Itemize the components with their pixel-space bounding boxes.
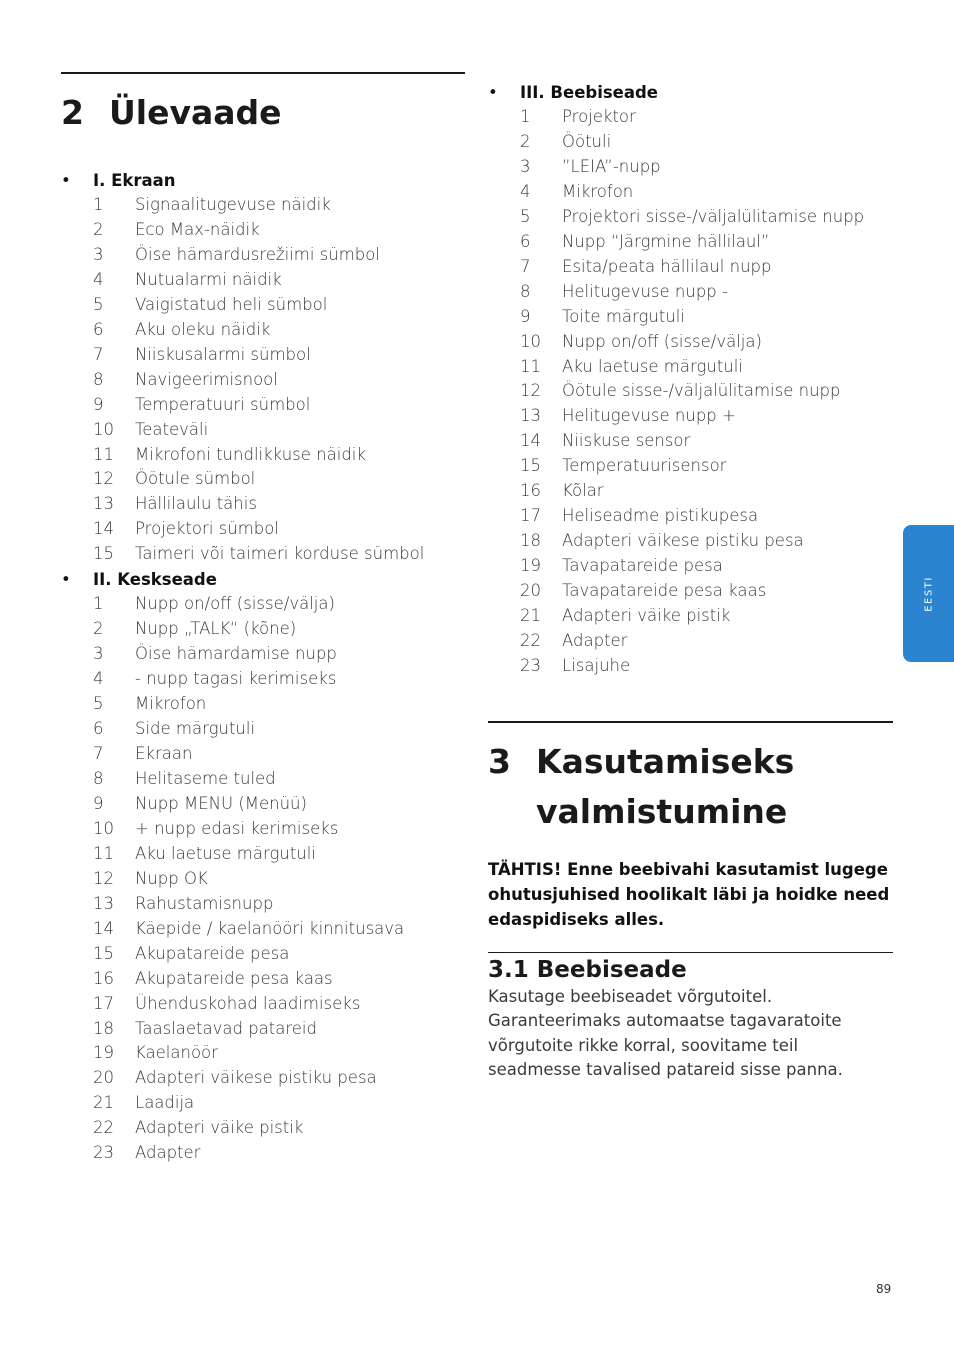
item-text: Öötuli [562,131,612,151]
chapter-2-rule [61,72,465,74]
list-item [488,654,893,679]
item-text: Adapteri väike pistik [135,1118,304,1138]
group-title: II. Keskseade [93,570,217,590]
item-number: 8 [520,281,531,301]
item-text: Niiskuse sensor [562,431,691,451]
list-item [488,479,893,504]
list-item [61,343,465,368]
item-text: Tavapatareide pesa kaas [562,581,767,601]
item-number: 1 [520,107,531,126]
chapter-3-title-line2: valmistumine [536,791,788,831]
list-item [488,579,893,604]
right-column [488,80,893,1083]
item-text: Aku laetuse märgutuli [562,356,743,376]
item-number: 4 [93,269,104,289]
item-number: 15 [93,943,114,963]
item-text: Nutualarmi näidik [135,269,282,289]
list-item [488,305,893,330]
list-item [61,1116,465,1141]
item-number: 5 [93,294,104,314]
item-text: Helitugevuse nupp - [562,281,728,301]
item-number: 7 [520,256,531,276]
list-item [61,293,465,318]
item-number: 5 [93,694,104,714]
group-beebiseade [488,80,893,679]
item-text: Projektori sisse-/väljalülitamise nupp [562,206,865,226]
item-text: Laadija [135,1093,195,1113]
list-item [488,379,893,404]
item-text: Niiskusalarmi sümbol [135,344,311,364]
chapter-3-title-line1: Kasutamiseks [536,741,795,781]
item-number: 11 [93,444,114,464]
item-number: 9 [93,793,104,813]
item-number: 12 [93,868,114,888]
list-item [488,230,893,255]
item-text: Taimeri või taimeri korduse sümbol [135,544,425,564]
item-number: 21 [93,1093,114,1113]
list-item [61,542,465,567]
item-number: 4 [93,669,104,689]
item-text: Navigeerimisnool [135,369,278,389]
section-3-1-body: Kasutage beebiseadet võrgutoitel. Garanteerimaks automaatse tagavaratoite võrgutoite rikke korral, soovitame teil seadmesse tavalised patareid sisse panna. [488,986,843,1080]
list-item [61,368,465,393]
list-item [61,393,465,418]
list-item [61,1017,465,1042]
item-number: 23 [520,655,541,675]
list-item [61,767,465,792]
item-number: 6 [520,231,531,251]
item-text: Öise hämardusrežiimi sümbol [135,244,380,264]
list-item [61,942,465,967]
item-number: 2 [93,219,104,239]
item-number: 9 [520,306,531,326]
item-text: Temperatuuri sümbol [135,394,311,414]
list-item [61,193,465,218]
item-text: Projektor [562,107,636,126]
list-item [61,642,465,667]
list-item [61,917,465,942]
item-number: 4 [520,181,531,201]
item-number: 13 [93,893,114,913]
list-item [488,280,893,305]
item-number: 7 [93,744,104,764]
chapter-2-heading [61,88,465,138]
list-item [61,967,465,992]
list-item [61,243,465,268]
item-text: Öise hämardamise nupp [135,644,337,664]
list-item [488,105,893,130]
list-item [488,155,893,180]
item-number: 3 [93,644,104,664]
group-heading [61,567,465,592]
item-number: 8 [93,369,104,389]
section-3-1-title: 3.1 Beebiseade [488,956,687,983]
list-item [488,629,893,654]
section-3-1-rule [488,952,893,953]
item-text: Lisajuhe [562,655,631,675]
item-number: 14 [520,431,541,451]
item-text: Esita/peata hällilaul nupp [562,256,772,276]
item-number: 11 [93,843,114,863]
item-number: 10 [93,419,114,439]
chapter-2-number: 2 [61,93,84,132]
list-item [61,1091,465,1116]
list-item [61,418,465,443]
item-number: 20 [93,1068,114,1088]
list-item [488,454,893,479]
item-text: Vaigistatud heli sümbol [135,294,328,314]
chapter-3-title [536,737,893,837]
item-text: Öötule sisse-/väljalülitamise nupp [562,381,841,401]
item-text: Helitugevuse nupp + [562,406,736,426]
item-text: Mikrofon [562,181,634,201]
item-text: Aku laetuse märgutuli [135,843,316,863]
item-text: Ühenduskohad laadimiseks [135,993,361,1013]
item-number: 22 [93,1118,114,1138]
list-item [488,404,893,429]
item-text: Ekraan [135,744,193,764]
item-number: 18 [93,1018,114,1038]
list-item [488,205,893,230]
item-text: Temperatuurisensor [562,456,727,476]
list-item [488,554,893,579]
item-text: Akupatareide pesa kaas [135,968,333,988]
bullet: • [488,83,498,102]
list-item [61,467,465,492]
keskseade-list [61,592,465,1166]
chapter-3-heading [488,737,893,837]
list-item [61,617,465,642]
item-number: 1 [93,195,104,214]
item-number: 7 [93,344,104,364]
list-item [61,1041,465,1066]
group-heading [61,168,465,193]
item-text: Tavapatareide pesa [562,556,723,576]
item-text: Nupp on/off (sisse/välja) [562,331,762,351]
item-text: Rahustamisnupp [135,893,274,913]
item-text: Eco Max-näidik [135,219,260,239]
item-number: 9 [93,394,104,414]
chapter-3-number: 3 [488,741,511,781]
item-number: 23 [93,1143,114,1163]
list-item [61,742,465,767]
list-item [61,692,465,717]
list-item [488,180,893,205]
item-text: Mikrofon [135,694,207,714]
item-number: 8 [93,768,104,788]
list-item [61,667,465,692]
item-number: 19 [93,1043,114,1063]
beebiseade-list [488,105,893,679]
item-number: 10 [93,818,114,838]
item-number: 18 [520,531,541,551]
item-text: Käepide / kaelanööri kinnitusava [135,918,405,938]
chapter-2-title: Ülevaade [109,93,282,132]
language-tab [903,525,954,662]
bullet: • [61,171,71,190]
list-item [488,429,893,454]
list-item [488,330,893,355]
item-number: 14 [93,918,114,938]
item-number: 5 [520,206,531,226]
item-text: Taaslaetavad patareid [135,1018,317,1038]
item-text: - nupp tagasi kerimiseks [135,669,337,689]
chapter-3-rule [488,721,893,723]
item-text: Nupp OK [135,868,208,888]
item-text: Adapter [135,1143,201,1163]
item-number: 12 [93,469,114,489]
item-text: Öötule sümbol [135,469,256,489]
item-text: Akupatareide pesa [135,943,290,963]
item-number: 16 [93,968,114,988]
item-number: 13 [520,406,541,426]
important-note: TÄHTIS! Enne beebivahi kasutamist lugege ohutusjuhised hoolikalt läbi ja hoidke need edaspidiseks alles. [488,859,890,929]
item-text: Nupp MENU (Menüü) [135,793,307,813]
list-item [488,604,893,629]
item-text: Kõlar [562,481,604,501]
list-item [61,842,465,867]
item-number: 3 [520,156,531,176]
item-number: 6 [93,719,104,739]
item-text: ”LEIA”-nupp [562,156,661,176]
item-number: 17 [520,506,541,526]
item-number: 14 [93,519,114,539]
list-item [61,817,465,842]
list-item [488,504,893,529]
list-item [61,592,465,617]
item-number: 15 [520,456,541,476]
item-number: 19 [520,556,541,576]
item-text: Nupp “Järgmine hällilaul” [562,231,770,251]
list-item [61,318,465,343]
left-column [61,72,465,1166]
item-number: 15 [93,544,114,564]
group-title: I. Ekraan [93,171,176,190]
item-text: Mikrofoni tundlikkuse näidik [135,444,366,464]
item-text: Adapteri väikese pistiku pesa [562,531,804,551]
item-text: Signaalitugevuse näidik [135,195,331,214]
item-text: Kaelanöör [135,1043,218,1063]
item-number: 6 [93,319,104,339]
item-number: 1 [93,594,104,614]
item-number: 22 [520,631,541,651]
item-text: Helitaseme tuled [135,768,276,788]
item-number: 17 [93,993,114,1013]
group-title: III. Beebiseade [520,83,659,102]
ekraan-list [61,193,465,567]
item-number: 12 [520,381,541,401]
list-item [61,268,465,293]
item-text: Hällilaulu tähis [135,494,257,514]
list-item [488,529,893,554]
item-text: Side märgutuli [135,719,256,739]
list-item [61,218,465,243]
item-text: Nupp „TALK“ (kõne) [135,619,297,639]
list-item [488,355,893,380]
item-text: Adapteri väikese pistiku pesa [135,1068,377,1088]
group-heading [488,80,893,105]
list-item [61,792,465,817]
list-item [488,130,893,155]
item-text: Heliseadme pistikupesa [562,506,759,526]
item-text: Nupp on/off (sisse/välja) [135,594,335,614]
list-item [61,492,465,517]
list-item [61,517,465,542]
item-number: 20 [520,581,541,601]
item-number: 16 [520,481,541,501]
item-text: Teateväli [135,419,209,439]
page-number: 89 [876,1282,892,1296]
item-text: Adapteri väike pistik [562,606,731,626]
item-number: 11 [520,356,541,376]
item-text: Aku oleku näidik [135,319,271,339]
bullet: • [61,570,71,590]
item-text: Toite märgutuli [562,306,685,326]
group-ekraan [61,168,465,567]
item-text: + nupp edasi kerimiseks [135,818,339,838]
list-item [61,443,465,468]
item-number: 2 [93,619,104,639]
item-number: 3 [93,244,104,264]
list-item [61,717,465,742]
list-item [61,867,465,892]
item-number: 10 [520,331,541,351]
list-item [488,255,893,280]
item-number: 13 [93,494,114,514]
list-item [61,892,465,917]
language-tab-label: EESTI [923,575,934,612]
list-item [61,1066,465,1091]
item-number: 2 [520,131,531,151]
item-text: Adapter [562,631,628,651]
list-item [61,992,465,1017]
list-item [61,1141,465,1166]
item-number: 21 [520,606,541,626]
item-text: Projektori sümbol [135,519,279,539]
group-keskseade [61,567,465,1166]
